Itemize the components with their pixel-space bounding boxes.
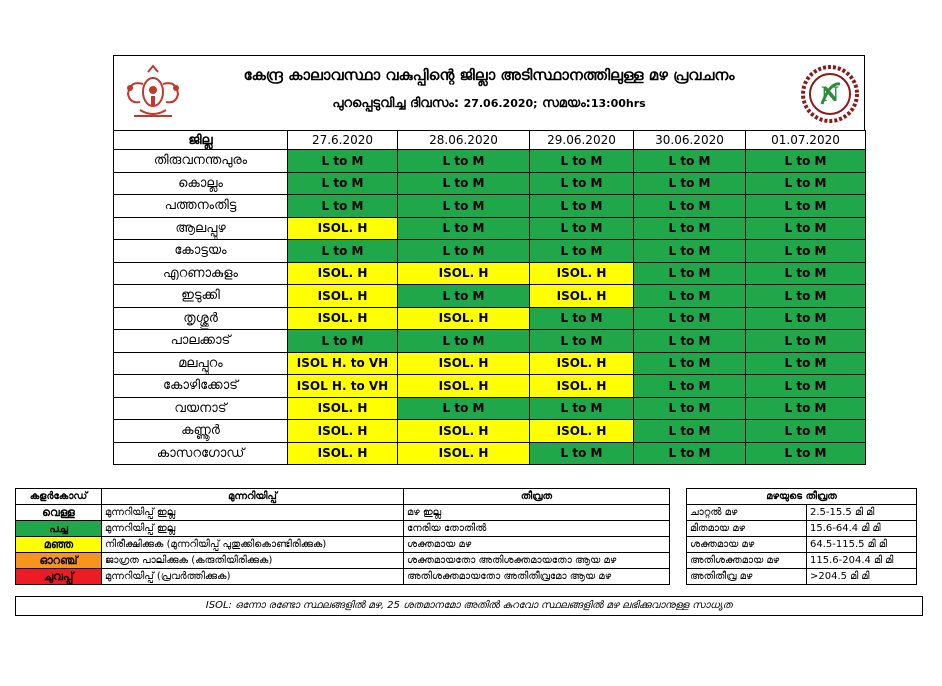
legend-color-code: ഓറഞ്ച്	[16, 553, 102, 569]
date-header: 28.06.2020	[398, 131, 530, 150]
intensity-row	[687, 505, 917, 521]
date-header: 30.06.2020	[634, 131, 746, 150]
legend-intensity: നേരിയ തോതിൽ	[404, 521, 670, 537]
forecast-cell: ISOL. H	[398, 352, 530, 375]
forecast-cell: ISOL. H	[530, 352, 634, 375]
table-row	[114, 330, 866, 353]
forecast-cell: L to M	[746, 285, 866, 308]
forecast-cell: ISOL. H	[530, 285, 634, 308]
forecast-cell: L to M	[288, 172, 398, 195]
forecast-cell: L to M	[634, 307, 746, 330]
forecast-cell: L to M	[634, 217, 746, 240]
district-name: ഇടുക്കി	[114, 285, 288, 308]
legend-color-code: ചുവപ്പ്	[16, 569, 102, 585]
table-row	[114, 285, 866, 308]
legend-intensity: ശക്തമായതോ അതിശക്തമായതോ ആയ മഴ	[404, 553, 670, 569]
forecast-cell: L to M	[530, 150, 634, 173]
forecast-cell: L to M	[530, 397, 634, 420]
table-row	[114, 375, 866, 398]
intensity-row	[687, 537, 917, 553]
forecast-cell: L to M	[634, 375, 746, 398]
forecast-cell: ISOL H. to VH	[288, 375, 398, 398]
forecast-cell: ISOL. H	[398, 307, 530, 330]
forecast-cell: ISOL. H	[530, 262, 634, 285]
legend-warning: ജാഗ്രത പാലിക്കുക (കരുതിയിരിക്കുക)	[102, 553, 404, 569]
legend-intensity: മഴ ഇല്ല	[404, 505, 670, 521]
forecast-cell: L to M	[530, 307, 634, 330]
forecast-cell: L to M	[634, 195, 746, 218]
forecast-cell: ISOL. H	[398, 375, 530, 398]
intensity-range: 2.5-15.5 മി മി	[807, 505, 917, 521]
table-row	[114, 352, 866, 375]
district-name: എറണാകുളം	[114, 262, 288, 285]
forecast-cell: ISOL. H	[530, 420, 634, 443]
intensity-label: അതിതീവ്ര മഴ	[687, 569, 807, 585]
legend-header-intensity: തീവ്രത	[404, 489, 670, 505]
issued-label: പുറപ്പെടുവിച്ച ദിവസം:	[332, 96, 460, 111]
footnote: ISOL: ഒന്നോ രണ്ടോ സ്ഥലങ്ങളിൽ മഴ, 25 ശതമാനമോ അതിൽ കുറവോ സ്ഥലങ്ങളിൽ മഴ ലഭിക്കുവാനുള്ള സാധ്യത	[15, 596, 923, 616]
forecast-cell: L to M	[634, 352, 746, 375]
forecast-cell: ISOL. H	[288, 420, 398, 443]
forecast-cell: L to M	[746, 172, 866, 195]
intensity-body	[687, 505, 917, 585]
intensity-range: >204.5 മി മി	[807, 569, 917, 585]
district-header: ജില്ല	[114, 131, 288, 150]
district-name: ആലപ്പുഴ	[114, 217, 288, 240]
forecast-cell: ISOL. H	[288, 442, 398, 465]
legend-warning: മുന്നറിയിപ്പ് ഇല്ല	[102, 521, 404, 537]
forecast-cell: L to M	[634, 285, 746, 308]
issued-date: 27.06.2020;	[463, 97, 538, 110]
forecast-cell: ISOL. H	[398, 442, 530, 465]
legend-intensity: ശക്തമായ മഴ	[404, 537, 670, 553]
header-box	[113, 55, 865, 131]
table-row	[114, 240, 866, 263]
forecast-cell: ISOL H. to VH	[288, 352, 398, 375]
forecast-cell: L to M	[746, 420, 866, 443]
table-row	[114, 172, 866, 195]
table-row	[114, 420, 866, 443]
intensity-row	[687, 521, 917, 537]
district-name: വയനാട്	[114, 397, 288, 420]
intensity-range: 64.5-115.5 മി മി	[807, 537, 917, 553]
legend-header-color: കളർകോഡ്	[16, 489, 102, 505]
legend-row	[16, 537, 670, 553]
forecast-cell: L to M	[398, 172, 530, 195]
forecast-cell: L to M	[288, 195, 398, 218]
intensity-label: ശക്തമായ മഴ	[687, 537, 807, 553]
forecast-cell: L to M	[634, 240, 746, 263]
table-row	[114, 442, 866, 465]
forecast-cell: L to M	[746, 307, 866, 330]
date-header: 29.06.2020	[530, 131, 634, 150]
forecast-cell: ISOL. H	[398, 262, 530, 285]
forecast-cell: L to M	[398, 217, 530, 240]
forecast-cell: ISOL. H	[530, 375, 634, 398]
forecast-cell: L to M	[746, 262, 866, 285]
forecast-cell: L to M	[746, 375, 866, 398]
date-header: 01.07.2020	[746, 131, 866, 150]
forecast-cell: L to M	[398, 397, 530, 420]
forecast-cell: L to M	[634, 397, 746, 420]
district-name: കോട്ടയം	[114, 240, 288, 263]
intensity-range: 115.6-204.4 മി മി	[807, 553, 917, 569]
legend-color-code: മഞ്ഞ	[16, 537, 102, 553]
district-name: കണ്ണൂർ	[114, 420, 288, 443]
forecast-cell: L to M	[746, 442, 866, 465]
forecast-cell: L to M	[746, 397, 866, 420]
imd-logo	[800, 64, 860, 124]
legend-warning: മുന്നറിയിപ്പ് ഇല്ല	[102, 505, 404, 521]
legend-table	[15, 488, 670, 585]
date-header: 27.6.2020	[288, 131, 398, 150]
forecast-cell: L to M	[288, 330, 398, 353]
forecast-cell: ISOL. H	[288, 307, 398, 330]
forecast-cell: L to M	[634, 150, 746, 173]
legend-row	[16, 569, 670, 585]
table-row	[114, 307, 866, 330]
intensity-label: ചാറ്റൽ മഴ	[687, 505, 807, 521]
district-name: കൊല്ലം	[114, 172, 288, 195]
intensity-range: 15.6-64.4 മി മി	[807, 521, 917, 537]
forecast-cell: L to M	[746, 352, 866, 375]
forecast-cell: L to M	[530, 217, 634, 240]
legend-row	[16, 553, 670, 569]
legend-intensity: അതിശക്തമായതോ അതിതീവ്രമോ ആയ മഴ	[404, 569, 670, 585]
table-row	[114, 195, 866, 218]
district-name: മലപ്പുറം	[114, 352, 288, 375]
forecast-cell: L to M	[634, 330, 746, 353]
forecast-table	[113, 130, 866, 465]
forecast-cell: L to M	[398, 330, 530, 353]
legend-color-code: പച്ച	[16, 521, 102, 537]
forecast-cell: L to M	[530, 442, 634, 465]
table-row	[114, 217, 866, 240]
page-title: കേന്ദ്ര കാലാവസ്ഥാ വകുപ്പിന്റെ ജില്ലാ അടിസ്ഥാനത്തിലുള്ള മഴ പ്രവചനം	[243, 66, 735, 84]
district-name: പത്തനംതിട്ട	[114, 195, 288, 218]
forecast-cell: L to M	[530, 330, 634, 353]
district-name: തിരുവനന്തപുരം	[114, 150, 288, 173]
intensity-label: അതിശക്തമായ മഴ	[687, 553, 807, 569]
intensity-header: മഴയുടെ തീവ്രത	[687, 489, 917, 505]
forecast-cell: L to M	[746, 217, 866, 240]
forecast-cell: L to M	[530, 195, 634, 218]
forecast-cell: L to M	[288, 150, 398, 173]
forecast-cell: L to M	[746, 150, 866, 173]
forecast-cell: ISOL. H	[288, 262, 398, 285]
intensity-table	[686, 488, 917, 585]
table-row	[114, 262, 866, 285]
forecast-body	[114, 150, 866, 465]
forecast-cell: ISOL. H	[398, 420, 530, 443]
forecast-cell: L to M	[746, 240, 866, 263]
forecast-cell: L to M	[634, 172, 746, 195]
legend-color-code: വെള്ള	[16, 505, 102, 521]
forecast-cell: ISOL. H	[288, 217, 398, 240]
forecast-cell: L to M	[398, 285, 530, 308]
district-name: പാലക്കാട്	[114, 330, 288, 353]
district-name: കാസറഗോഡ്	[114, 442, 288, 465]
forecast-cell: L to M	[398, 195, 530, 218]
forecast-cell: L to M	[530, 240, 634, 263]
district-name: തൃശ്ശൂർ	[114, 307, 288, 330]
forecast-cell: L to M	[634, 420, 746, 443]
forecast-cell: L to M	[746, 195, 866, 218]
forecast-cell: ISOL. H	[288, 285, 398, 308]
legend-header-warning: മുന്നറിയിപ്പ്	[102, 489, 404, 505]
legend-warning: മുന്നറിയിപ്പ് (പ്രവർത്തിക്കുക)	[102, 569, 404, 585]
time-value: 13:00hrs	[590, 97, 646, 110]
intensity-row	[687, 569, 917, 585]
forecast-cell: L to M	[634, 442, 746, 465]
legend-body	[16, 505, 670, 585]
logo-letter: N	[820, 82, 840, 106]
forecast-cell: L to M	[746, 330, 866, 353]
legend-row	[16, 521, 670, 537]
forecast-cell: L to M	[634, 262, 746, 285]
intensity-label: മിതമായ മഴ	[687, 521, 807, 537]
table-row	[114, 397, 866, 420]
intensity-row	[687, 553, 917, 569]
district-name: കോഴിക്കോട്	[114, 375, 288, 398]
time-label: സമയം:	[542, 96, 591, 111]
legend-row	[16, 505, 670, 521]
forecast-cell: L to M	[398, 240, 530, 263]
table-row	[114, 150, 866, 173]
legend-warning: നിരീക്ഷിക്കുക (മുന്നറിയിപ്പ് പുതുക്കികൊണ്ടിരിക്കുക)	[102, 537, 404, 553]
forecast-cell: ISOL. H	[288, 397, 398, 420]
issued-line	[114, 96, 864, 111]
forecast-cell: L to M	[530, 172, 634, 195]
forecast-cell: L to M	[398, 150, 530, 173]
forecast-cell: L to M	[288, 240, 398, 263]
